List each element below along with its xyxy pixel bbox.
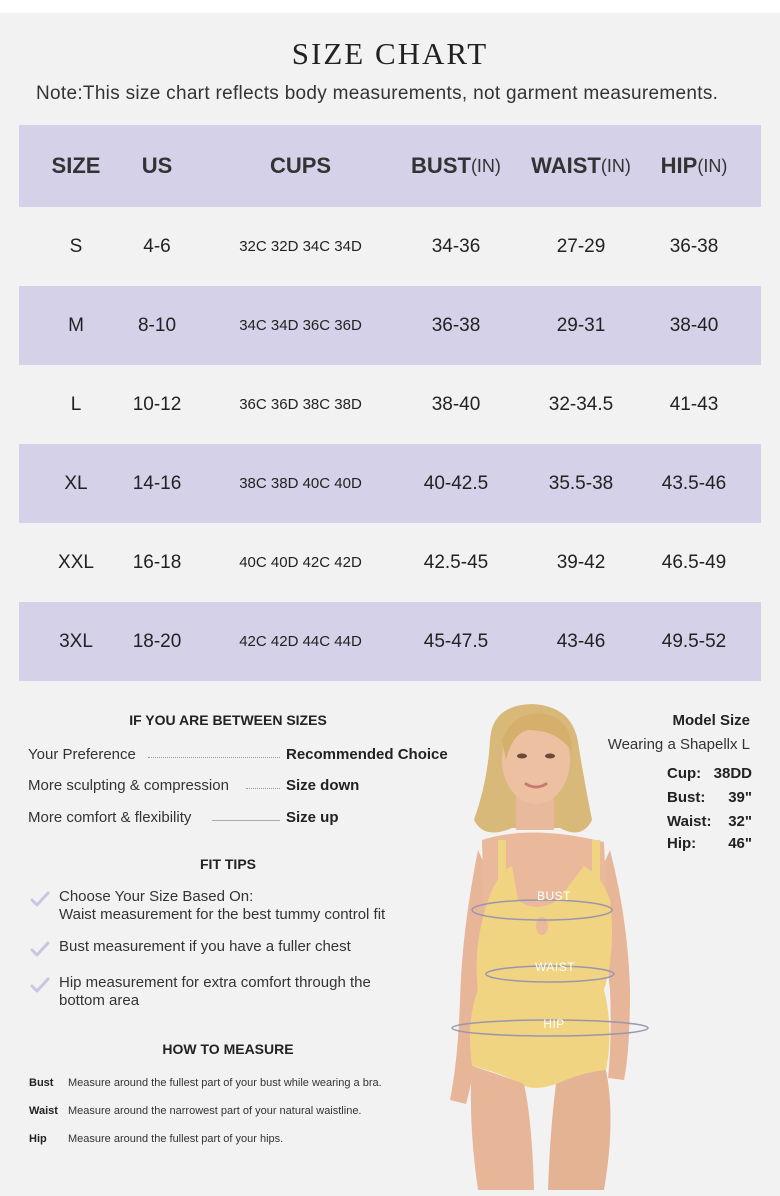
cell-cups: 36C 36D 38C 38D [239, 396, 362, 413]
fit-tip [30, 974, 450, 1014]
table-row [19, 365, 761, 444]
cell-hip: 49.5-52 [661, 630, 727, 652]
measure-row [29, 1105, 449, 1121]
cell-us: 8-10 [137, 314, 177, 336]
fit-tip-line: bottom area [59, 992, 140, 1009]
measure-key: Hip [29, 1133, 47, 1145]
model-stat-value: 32" [728, 813, 752, 830]
measure-row [29, 1133, 449, 1149]
header-us: US [141, 153, 173, 178]
body-label-waist: WAIST [534, 960, 576, 974]
preference-header-left: Your Preference [28, 746, 136, 763]
header-size: SIZE [51, 153, 101, 178]
cell-size: 3XL [59, 630, 93, 652]
cell-bust: 45-47.5 [423, 630, 489, 652]
fit-tip-text [59, 888, 459, 924]
leader-line [148, 757, 280, 758]
cell-us: 14-16 [132, 472, 182, 494]
fit-tip-line: Bust measurement if you have a fuller chest [59, 938, 351, 955]
cell-us: 18-20 [132, 630, 182, 652]
header-waist-unit: (IN) [600, 155, 631, 176]
measure-desc: Measure around the narrowest part of your natural waistline. [68, 1105, 362, 1117]
model-stat-label: Hip: [667, 835, 697, 852]
table-row [19, 444, 761, 523]
cell-bust: 36-38 [431, 314, 481, 336]
cell-waist: 27-29 [556, 235, 606, 257]
header-hip-unit: (IN) [697, 155, 728, 176]
body-label-hip: HIP [543, 1017, 565, 1031]
model-stat-value: 39" [728, 789, 752, 806]
table-row [19, 523, 761, 602]
check-icon [30, 890, 50, 908]
check-icon [30, 976, 50, 994]
cell-size: XXL [58, 551, 94, 573]
cell-bust: 38-40 [431, 393, 481, 415]
header-hip-label: HIP [660, 153, 698, 178]
fit-tip-line: Hip measurement for extra comfort through the [59, 974, 371, 991]
header-cups: CUPS [269, 153, 332, 178]
cell-us: 10-12 [132, 393, 182, 415]
cell-cups: 34C 34D 36C 36D [239, 317, 362, 334]
cell-bust: 42.5-45 [423, 551, 489, 573]
size-table [19, 125, 761, 681]
preference-choice: Size up [286, 809, 339, 826]
cell-us: 16-18 [132, 551, 182, 573]
fit-tips-title: FIT TIPS [200, 856, 256, 872]
table-row [19, 602, 761, 681]
cell-us: 4-6 [143, 235, 171, 257]
preference-text: More comfort & flexibility [28, 809, 192, 826]
header-bust [402, 125, 510, 207]
cell-size: S [69, 235, 83, 257]
cell-bust: 40-42.5 [423, 472, 489, 494]
measure-key: Bust [29, 1077, 54, 1089]
measure-desc: Measure around the fullest part of your bust while wearing a bra. [68, 1077, 382, 1089]
model-stat-label: Waist: [667, 813, 712, 830]
cell-size: L [70, 393, 82, 415]
measure-key: Waist [29, 1105, 58, 1117]
cell-hip: 43.5-46 [661, 472, 727, 494]
leader-line [246, 788, 280, 789]
measurement-note: Note:This size chart reflects body measurements, not garment measurements. [36, 83, 719, 104]
cell-hip: 36-38 [669, 235, 719, 257]
fit-tip-text [59, 938, 459, 956]
cell-cups: 38C 38D 40C 40D [239, 475, 362, 492]
cell-hip: 41-43 [669, 393, 719, 415]
preference-header-row [28, 746, 458, 766]
preference-choice: Size down [286, 777, 360, 794]
preference-row [28, 777, 458, 797]
header-hip [646, 125, 742, 207]
table-row [19, 207, 761, 286]
fit-tip-text [59, 974, 459, 1010]
cell-waist: 35.5-38 [548, 472, 614, 494]
how-to-measure-title: HOW TO MEASURE [162, 1041, 294, 1057]
table-header-row [19, 125, 761, 207]
cell-bust: 34-36 [431, 235, 481, 257]
header-bust-unit: (IN) [470, 155, 501, 176]
cell-waist: 43-46 [556, 630, 606, 652]
model-stat-label: Cup: [667, 765, 702, 782]
cell-cups: 32C 32D 34C 34D [239, 238, 362, 255]
leader-line [212, 820, 280, 821]
fit-tip [30, 938, 450, 960]
header-waist [519, 125, 643, 207]
check-icon [30, 940, 50, 958]
model-stat-label: Bust: [667, 789, 706, 806]
cell-waist: 29-31 [556, 314, 606, 336]
model-stat-value: 46" [728, 835, 752, 852]
measure-desc: Measure around the fullest part of your hips. [68, 1133, 284, 1145]
cell-waist: 39-42 [556, 551, 606, 573]
cell-size: XL [64, 472, 88, 494]
cell-cups: 40C 40D 42C 42D [239, 554, 362, 571]
model-stat-value: 38DD [713, 765, 752, 782]
fit-tip-line: Choose Your Size Based On: [59, 888, 254, 905]
model-illustration [432, 700, 672, 1190]
header-waist-label: WAIST [531, 153, 601, 178]
measure-row [29, 1077, 449, 1093]
page-title: SIZE CHART [291, 36, 489, 71]
cell-hip: 46.5-49 [661, 551, 727, 573]
body-label-bust: BUST [536, 889, 571, 903]
top-strip [0, 0, 780, 13]
cell-size: M [68, 314, 84, 336]
fit-tip-line: Waist measurement for the best tummy control fit [59, 906, 386, 923]
cell-waist: 32-34.5 [548, 393, 614, 415]
table-row [19, 286, 761, 365]
preference-row [28, 809, 458, 829]
cell-hip: 38-40 [669, 314, 719, 336]
model-wearing: Wearing a Shapellx L [607, 736, 750, 753]
fit-tip [30, 888, 450, 928]
cell-cups: 42C 42D 44C 44D [239, 633, 362, 650]
between-sizes-title: IF YOU ARE BETWEEN SIZES [129, 712, 327, 728]
header-bust-label: BUST [411, 153, 471, 178]
model-size-title: Model Size [672, 712, 750, 729]
preference-header-right: Recommended Choice [286, 746, 448, 763]
preference-text: More sculpting & compression [28, 777, 229, 794]
